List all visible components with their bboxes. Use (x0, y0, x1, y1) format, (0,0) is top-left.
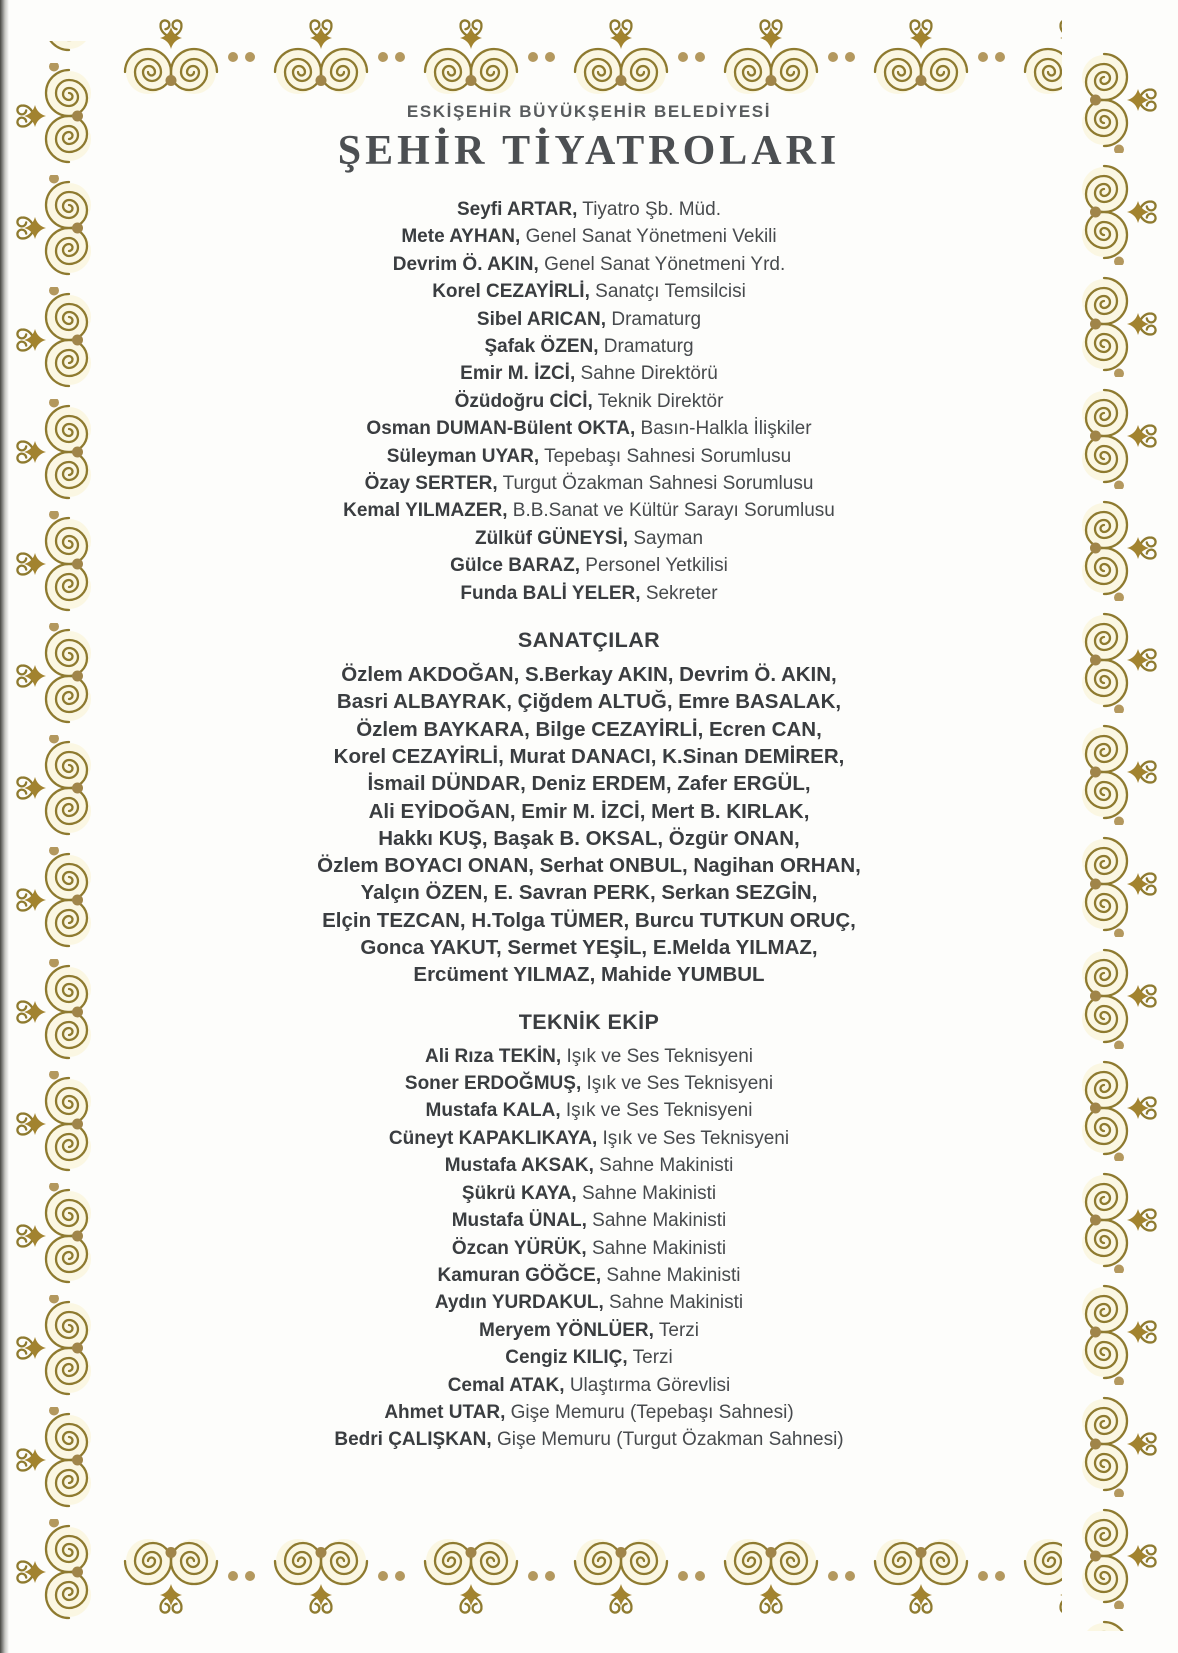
credit-row (120, 1152, 1058, 1179)
separator: , (533, 445, 540, 467)
border-ornament-motif (1076, 1497, 1160, 1609)
artists-line: Gonca YAKUT, Sermet YEŞİL, E.Melda YILMAZ, (360, 936, 818, 960)
separator: , (486, 1429, 492, 1451)
scan-edge-shadow (0, 0, 9, 1653)
border-ornament-motif (13, 175, 97, 287)
person-name: Mete AYHAN (401, 226, 516, 248)
border-ornament-motif (13, 623, 97, 735)
credit-row (120, 1180, 1058, 1207)
person-name: Osman DUMAN-Bülent OKTA (366, 418, 630, 440)
person-role: Işık ve Ses Teknisyeni (586, 1073, 774, 1095)
separator: , (593, 336, 599, 358)
border-ornament-motif (262, 16, 412, 100)
border-ornament-motif (1076, 1609, 1160, 1631)
person-role: B.B.Sanat ve Kültür Sarayı Sorumlusu (512, 500, 835, 522)
person-role: Teknik Direktör (597, 390, 724, 412)
person-name: Emir M. İZCİ (460, 363, 570, 385)
person-name: Meryem YÖNLÜER (479, 1319, 649, 1341)
separator: , (515, 226, 521, 248)
credit-row (120, 1344, 1058, 1371)
credit-row (120, 443, 1058, 470)
credit-row (120, 1235, 1058, 1262)
border-ornament-motif (1076, 153, 1160, 265)
person-name: Gülce BARAZ (450, 555, 575, 577)
border-ornament-motif (13, 1071, 97, 1183)
border-ornament-motif (862, 1533, 1012, 1617)
separator: , (622, 527, 629, 549)
credit-row (120, 525, 1058, 552)
border-ornament-motif (562, 16, 712, 100)
border-ornament-motif (412, 16, 562, 100)
person-name: Devrim Ö. AKIN (392, 253, 534, 275)
border-ornament-motif (862, 16, 1012, 100)
person-role: Sahne Makinisti (599, 1155, 734, 1177)
separator: , (574, 555, 580, 577)
separator: , (581, 1237, 587, 1259)
technical-list (120, 1043, 1058, 1454)
separator: , (500, 1401, 506, 1423)
person-name: Şükrü KAYA (461, 1182, 572, 1204)
organization-name: ESKİŞEHİR BÜYÜKŞEHİR BELEDİYESİ (406, 102, 772, 121)
border-ornament-motif (13, 511, 97, 623)
border-ornament-motif (1076, 825, 1160, 937)
person-role: Sayman (633, 527, 704, 549)
border-ornament-motif (13, 41, 97, 63)
person-role: Işık ve Ses Teknisyeni (565, 1100, 753, 1122)
credit-row (120, 580, 1058, 607)
credit-row (120, 223, 1058, 250)
border-ornament-motif (1076, 489, 1160, 601)
separator: , (591, 1127, 598, 1149)
person-role: Işık ve Ses Teknisyeni (566, 1045, 754, 1067)
border-ornament-motif (562, 1533, 712, 1617)
border-ornament-motif (112, 1533, 262, 1617)
artists-heading: SANATÇILAR (517, 628, 661, 653)
border-ornament-motif (13, 959, 97, 1071)
border-ornament-motif (262, 1533, 412, 1617)
person-name: Özay SERTER (364, 473, 493, 495)
border-ornament-bottom (112, 1533, 1062, 1617)
credit-row (120, 1262, 1058, 1289)
person-name: Cemal ATAK (447, 1374, 560, 1396)
credit-row (120, 388, 1058, 415)
artists-line: Ercüment YILMAZ, Mahide YUMBUL (413, 963, 765, 987)
border-ornament-motif (412, 1533, 562, 1617)
credit-row (120, 196, 1058, 223)
person-name: Cengiz KILIÇ (505, 1347, 623, 1369)
border-ornament-motif (712, 1533, 862, 1617)
separator: , (595, 1264, 602, 1286)
credit-row (120, 1125, 1058, 1152)
border-ornament-motif (1012, 1533, 1062, 1617)
border-ornament-motif (1076, 265, 1160, 377)
page-title: ŞEHİR TİYATROLARI (337, 128, 841, 174)
border-ornament-motif (13, 287, 97, 399)
border-ornament-top (112, 16, 1062, 100)
person-name: Mustafa ÜNAL (451, 1210, 582, 1232)
artists-line: Hakkı KUŞ, Başak B. OKSAL, Özgür ONAN, (378, 826, 800, 850)
border-ornament-motif (1076, 41, 1160, 153)
border-ornament-motif (13, 735, 97, 847)
artists-line: Özlem AKDOĞAN, S.Berkay AKIN, Devrim Ö. AKIN, (341, 663, 837, 687)
border-ornament-motif (1076, 377, 1160, 489)
border-ornament-motif (1076, 1049, 1160, 1161)
separator: , (555, 1100, 561, 1122)
border-ornament-motif (13, 63, 97, 175)
artists-line: Elçin TEZCAN, H.Tolga TÜMER, Burcu TUTKUN ORUÇ, (322, 908, 856, 932)
person-name: Sibel ARICAN (476, 308, 601, 330)
separator: , (600, 308, 607, 330)
separator: , (581, 1210, 587, 1232)
credit-row (120, 1426, 1058, 1453)
person-role: Gişe Memuru (Turgut Özakman Sahnesi) (496, 1429, 844, 1451)
separator: , (569, 363, 576, 385)
artists-line: İsmail DÜNDAR, Deniz ERDEM, Zafer ERGÜL, (367, 772, 811, 796)
credit-row (120, 1372, 1058, 1399)
person-name: Kemal YILMAZER (343, 500, 503, 522)
person-role: Terzi (658, 1319, 699, 1341)
credit-row (120, 251, 1058, 278)
person-name: Süleyman UYAR (386, 445, 534, 467)
person-role: Basın-Halkla İlişkiler (640, 418, 812, 440)
separator: , (555, 1045, 562, 1067)
border-ornament-motif (1076, 937, 1160, 1049)
separator: , (598, 1292, 604, 1314)
person-role: Genel Sanat Yönetmeni Vekili (525, 226, 777, 248)
separator: , (571, 1182, 577, 1204)
separator: , (502, 500, 508, 522)
technical-heading: TEKNİK EKİP (518, 1009, 660, 1034)
border-ornament-motif (1076, 713, 1160, 825)
border-ornament-motif (13, 1407, 97, 1519)
person-name: Aydın YURDAKUL (434, 1292, 599, 1314)
separator: , (575, 1073, 582, 1095)
person-role: Dramaturg (611, 308, 702, 330)
credit-row (120, 1289, 1058, 1316)
program-credits-page (120, 102, 1058, 1454)
person-name: Zülküf GÜNEYSİ (474, 527, 623, 549)
person-role: Sahne Makinisti (581, 1182, 717, 1204)
credit-row (120, 470, 1058, 497)
person-role: Sahne Direktörü (580, 363, 718, 385)
person-name: Cüneyt KAPAKLIKAYA (388, 1127, 592, 1149)
credit-row (120, 1207, 1058, 1234)
separator: , (629, 418, 636, 440)
border-ornament-motif (1076, 601, 1160, 713)
credit-row (120, 306, 1058, 333)
credit-row (120, 1399, 1058, 1426)
border-ornament-motif (13, 1295, 97, 1407)
person-role: Sahne Makinisti (592, 1210, 727, 1232)
person-name: Ahmet UTAR (384, 1401, 501, 1423)
border-ornament-motif (1076, 1385, 1160, 1497)
border-ornament-motif (13, 1183, 97, 1295)
person-name: Seyfi ARTAR (457, 199, 573, 220)
border-ornament-motif (1076, 1161, 1160, 1273)
artists-line: Ali EYİDOĞAN, Emir M. İZCİ, Mert B. KIRLAK, (368, 799, 810, 823)
management-list (120, 196, 1058, 607)
person-role: Turgut Özakman Sahnesi Sorumlusu (502, 473, 814, 495)
separator: , (635, 582, 641, 604)
separator: , (587, 390, 593, 412)
border-ornament-motif (13, 847, 97, 959)
person-name: Mustafa AKSAK (444, 1155, 589, 1177)
person-role: Sanatçı Temsilcisi (595, 281, 746, 303)
person-name: Özüdoğru CİCİ (454, 390, 588, 412)
border-ornament-right (1072, 41, 1160, 1631)
person-role: Personel Yetkilisi (585, 555, 728, 577)
credit-row (120, 552, 1058, 579)
artists-line: Özlem BAYKARA, Bilge CEZAYİRLİ, Ecren CAN, (356, 717, 822, 741)
border-ornament-motif (13, 399, 97, 511)
separator: , (559, 1374, 565, 1396)
artists-line: Basri ALBAYRAK, Çiğdem ALTUĞ, Emre BASALAK, (336, 690, 842, 714)
border-ornament-motif (112, 16, 262, 100)
person-role: Terzi (632, 1347, 673, 1369)
border-ornament-left (13, 41, 101, 1631)
person-role: Sekreter (645, 582, 718, 604)
separator: , (588, 1155, 594, 1177)
person-role: Işık ve Ses Teknisyeni (602, 1127, 790, 1149)
separator: , (584, 281, 590, 303)
credit-row (120, 1317, 1058, 1344)
person-role: Sahne Makinisti (609, 1292, 744, 1314)
person-name: Ali Rıza TEKİN (424, 1045, 556, 1067)
separator: , (622, 1347, 628, 1369)
person-role: Tepebaşı Sahnesi Sorumlusu (544, 445, 792, 467)
person-role: Dramaturg (603, 336, 694, 358)
person-name: Mustafa KALA (425, 1100, 556, 1122)
credit-row (120, 415, 1058, 442)
credit-row (120, 1097, 1058, 1124)
person-name: Korel CEZAYİRLİ (432, 281, 585, 303)
person-name: Özcan YÜRÜK (451, 1237, 582, 1259)
separator: , (492, 473, 498, 495)
border-ornament-motif (712, 16, 862, 100)
credit-row (120, 497, 1058, 524)
artists-line: Korel CEZAYİRLİ, Murat DANACI, K.Sinan DEMİRER, (333, 744, 845, 768)
person-name: Kamuran GÖĞCE (437, 1264, 596, 1286)
person-role: Genel Sanat Yönetmeni Yrd. (544, 253, 786, 275)
person-role: Sahne Makinisti (591, 1237, 727, 1259)
separator: , (648, 1319, 654, 1341)
credit-row (120, 278, 1058, 305)
artists-line: Özlem BOYACI ONAN, Serhat ONBUL, Nagihan ORHAN, (317, 854, 861, 878)
credit-row (120, 333, 1058, 360)
separator: , (572, 199, 578, 220)
artists-list (120, 661, 1058, 989)
border-ornament-motif (13, 1519, 97, 1631)
person-name: Bedri ÇALIŞKAN (334, 1429, 487, 1451)
separator: , (533, 253, 539, 275)
credit-row (120, 360, 1058, 387)
person-role: Sahne Makinisti (606, 1264, 741, 1286)
person-name: Funda BALİ YELER (460, 582, 636, 604)
credit-row (120, 1043, 1058, 1070)
border-ornament-motif (1076, 1273, 1160, 1385)
person-name: Soner ERDOĞMUŞ (404, 1073, 576, 1095)
artists-line: Yalçın ÖZEN, E. Savran PERK, Serkan SEZGİN, (360, 881, 818, 905)
person-role: Tiyatro Şb. Müd. (582, 199, 721, 220)
person-role: Gişe Memuru (Tepebaşı Sahnesi) (510, 1401, 794, 1423)
border-ornament-motif (1012, 16, 1062, 100)
credit-row (120, 1070, 1058, 1097)
person-name: Şafak ÖZEN (484, 336, 594, 358)
person-role: Ulaştırma Görevlisi (569, 1374, 731, 1396)
